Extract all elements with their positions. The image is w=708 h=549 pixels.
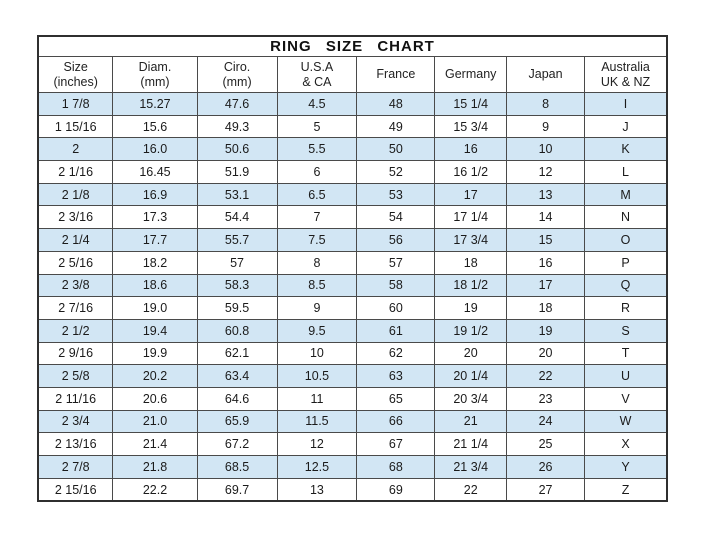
cell-japan: 27 bbox=[507, 478, 585, 501]
cell-australia-uk-nz: Q bbox=[585, 274, 667, 297]
cell-circumference-mm: 62.1 bbox=[197, 342, 277, 365]
cell-france: 67 bbox=[357, 433, 435, 456]
column-header-line: (mm) bbox=[140, 74, 170, 89]
cell-size-inches: 2 5/16 bbox=[38, 251, 113, 274]
ring-size-chart-table bbox=[37, 35, 668, 502]
cell-france: 54 bbox=[357, 206, 435, 229]
cell-diameter-mm: 20.2 bbox=[113, 365, 197, 388]
cell-size-inches: 2 3/8 bbox=[38, 274, 113, 297]
column-header-japan bbox=[507, 57, 585, 93]
cell-france: 63 bbox=[357, 365, 435, 388]
cell-circumference-mm: 64.6 bbox=[197, 387, 277, 410]
cell-germany: 16 bbox=[435, 138, 507, 161]
cell-usa-ca: 7 bbox=[277, 206, 357, 229]
cell-size-inches: 2 bbox=[38, 138, 113, 161]
cell-usa-ca: 13 bbox=[277, 478, 357, 501]
column-header-line: U.S.A bbox=[300, 59, 334, 74]
cell-germany: 20 bbox=[435, 342, 507, 365]
cell-france: 58 bbox=[357, 274, 435, 297]
cell-germany: 18 bbox=[435, 251, 507, 274]
cell-germany: 20 1/4 bbox=[435, 365, 507, 388]
cell-germany: 22 bbox=[435, 478, 507, 501]
cell-australia-uk-nz: L bbox=[585, 161, 667, 184]
cell-germany: 21 1/4 bbox=[435, 433, 507, 456]
cell-australia-uk-nz: J bbox=[585, 115, 667, 138]
cell-size-inches: 2 7/16 bbox=[38, 297, 113, 320]
table-row bbox=[38, 274, 667, 297]
cell-japan: 25 bbox=[507, 433, 585, 456]
title-row bbox=[38, 36, 667, 57]
cell-diameter-mm: 21.0 bbox=[113, 410, 197, 433]
cell-circumference-mm: 69.7 bbox=[197, 478, 277, 501]
table-row bbox=[38, 297, 667, 320]
cell-germany: 15 3/4 bbox=[435, 115, 507, 138]
cell-circumference-mm: 68.5 bbox=[197, 456, 277, 479]
cell-japan: 22 bbox=[507, 365, 585, 388]
column-header-line: Diam. bbox=[138, 59, 172, 74]
column-header-australia-uk-nz bbox=[585, 57, 667, 93]
column-header-line: (inches) bbox=[53, 74, 98, 89]
cell-france: 57 bbox=[357, 251, 435, 274]
cell-size-inches: 1 15/16 bbox=[38, 115, 113, 138]
cell-circumference-mm: 54.4 bbox=[197, 206, 277, 229]
cell-size-inches: 2 3/16 bbox=[38, 206, 113, 229]
cell-australia-uk-nz: X bbox=[585, 433, 667, 456]
cell-japan: 23 bbox=[507, 387, 585, 410]
column-header-diameter-mm bbox=[113, 57, 197, 93]
cell-size-inches: 1 7/8 bbox=[38, 93, 113, 116]
cell-france: 62 bbox=[357, 342, 435, 365]
cell-germany: 15 1/4 bbox=[435, 93, 507, 116]
cell-diameter-mm: 16.9 bbox=[113, 183, 197, 206]
column-header-france bbox=[357, 57, 435, 93]
cell-diameter-mm: 15.27 bbox=[113, 93, 197, 116]
cell-germany: 17 3/4 bbox=[435, 229, 507, 252]
column-header-line: Japan bbox=[528, 67, 563, 82]
table-row bbox=[38, 93, 667, 116]
cell-circumference-mm: 60.8 bbox=[197, 319, 277, 342]
cell-france: 61 bbox=[357, 319, 435, 342]
cell-circumference-mm: 57 bbox=[197, 251, 277, 274]
cell-usa-ca: 8 bbox=[277, 251, 357, 274]
cell-usa-ca: 7.5 bbox=[277, 229, 357, 252]
cell-germany: 16 1/2 bbox=[435, 161, 507, 184]
cell-australia-uk-nz: V bbox=[585, 387, 667, 410]
cell-japan: 12 bbox=[507, 161, 585, 184]
cell-circumference-mm: 53.1 bbox=[197, 183, 277, 206]
cell-circumference-mm: 50.6 bbox=[197, 138, 277, 161]
column-header-line: Ciro. bbox=[223, 59, 251, 74]
table-row bbox=[38, 365, 667, 388]
cell-usa-ca: 12.5 bbox=[277, 456, 357, 479]
cell-japan: 20 bbox=[507, 342, 585, 365]
cell-circumference-mm: 51.9 bbox=[197, 161, 277, 184]
cell-france: 52 bbox=[357, 161, 435, 184]
cell-japan: 8 bbox=[507, 93, 585, 116]
cell-circumference-mm: 59.5 bbox=[197, 297, 277, 320]
cell-germany: 17 1/4 bbox=[435, 206, 507, 229]
table-row bbox=[38, 251, 667, 274]
chart-title: RING SIZE CHART bbox=[38, 36, 667, 57]
cell-diameter-mm: 17.7 bbox=[113, 229, 197, 252]
cell-australia-uk-nz: U bbox=[585, 365, 667, 388]
cell-germany: 18 1/2 bbox=[435, 274, 507, 297]
column-header-line: France bbox=[376, 67, 416, 82]
table-row bbox=[38, 229, 667, 252]
cell-circumference-mm: 63.4 bbox=[197, 365, 277, 388]
cell-usa-ca: 12 bbox=[277, 433, 357, 456]
cell-france: 56 bbox=[357, 229, 435, 252]
cell-size-inches: 2 9/16 bbox=[38, 342, 113, 365]
cell-usa-ca: 5 bbox=[277, 115, 357, 138]
cell-size-inches: 2 1/8 bbox=[38, 183, 113, 206]
cell-japan: 26 bbox=[507, 456, 585, 479]
cell-japan: 24 bbox=[507, 410, 585, 433]
table-row bbox=[38, 456, 667, 479]
cell-usa-ca: 6.5 bbox=[277, 183, 357, 206]
column-header-line: Germany bbox=[445, 67, 497, 82]
table-row bbox=[38, 319, 667, 342]
cell-australia-uk-nz: T bbox=[585, 342, 667, 365]
column-header-line: (mm) bbox=[222, 74, 252, 89]
cell-size-inches: 2 11/16 bbox=[38, 387, 113, 410]
cell-australia-uk-nz: R bbox=[585, 297, 667, 320]
cell-diameter-mm: 19.4 bbox=[113, 319, 197, 342]
column-header-line: Australia bbox=[601, 59, 650, 74]
table-row bbox=[38, 433, 667, 456]
cell-diameter-mm: 15.6 bbox=[113, 115, 197, 138]
cell-australia-uk-nz: I bbox=[585, 93, 667, 116]
table-row bbox=[38, 387, 667, 410]
cell-usa-ca: 11 bbox=[277, 387, 357, 410]
cell-japan: 18 bbox=[507, 297, 585, 320]
cell-usa-ca: 8.5 bbox=[277, 274, 357, 297]
cell-japan: 15 bbox=[507, 229, 585, 252]
cell-france: 69 bbox=[357, 478, 435, 501]
header-row bbox=[38, 57, 667, 93]
cell-size-inches: 2 5/8 bbox=[38, 365, 113, 388]
cell-size-inches: 2 1/16 bbox=[38, 161, 113, 184]
cell-germany: 21 3/4 bbox=[435, 456, 507, 479]
cell-circumference-mm: 58.3 bbox=[197, 274, 277, 297]
cell-diameter-mm: 18.2 bbox=[113, 251, 197, 274]
cell-size-inches: 2 13/16 bbox=[38, 433, 113, 456]
table-row bbox=[38, 410, 667, 433]
cell-usa-ca: 9 bbox=[277, 297, 357, 320]
cell-diameter-mm: 22.2 bbox=[113, 478, 197, 501]
cell-france: 49 bbox=[357, 115, 435, 138]
table-row bbox=[38, 115, 667, 138]
cell-japan: 17 bbox=[507, 274, 585, 297]
cell-size-inches: 2 7/8 bbox=[38, 456, 113, 479]
cell-diameter-mm: 16.45 bbox=[113, 161, 197, 184]
cell-france: 60 bbox=[357, 297, 435, 320]
cell-france: 68 bbox=[357, 456, 435, 479]
cell-japan: 16 bbox=[507, 251, 585, 274]
table-row bbox=[38, 183, 667, 206]
cell-australia-uk-nz: Y bbox=[585, 456, 667, 479]
cell-usa-ca: 6 bbox=[277, 161, 357, 184]
table-row bbox=[38, 342, 667, 365]
cell-france: 65 bbox=[357, 387, 435, 410]
cell-diameter-mm: 21.4 bbox=[113, 433, 197, 456]
table-row bbox=[38, 161, 667, 184]
cell-germany: 21 bbox=[435, 410, 507, 433]
cell-japan: 13 bbox=[507, 183, 585, 206]
cell-usa-ca: 5.5 bbox=[277, 138, 357, 161]
cell-usa-ca: 9.5 bbox=[277, 319, 357, 342]
table-body bbox=[38, 93, 667, 502]
cell-diameter-mm: 19.0 bbox=[113, 297, 197, 320]
cell-australia-uk-nz: N bbox=[585, 206, 667, 229]
cell-usa-ca: 10 bbox=[277, 342, 357, 365]
cell-france: 48 bbox=[357, 93, 435, 116]
cell-australia-uk-nz: P bbox=[585, 251, 667, 274]
cell-france: 53 bbox=[357, 183, 435, 206]
table-row bbox=[38, 138, 667, 161]
cell-diameter-mm: 21.8 bbox=[113, 456, 197, 479]
table-row bbox=[38, 206, 667, 229]
cell-circumference-mm: 55.7 bbox=[197, 229, 277, 252]
cell-diameter-mm: 18.6 bbox=[113, 274, 197, 297]
column-header-line: UK & NZ bbox=[600, 74, 651, 89]
cell-australia-uk-nz: M bbox=[585, 183, 667, 206]
cell-usa-ca: 10.5 bbox=[277, 365, 357, 388]
cell-australia-uk-nz: W bbox=[585, 410, 667, 433]
cell-size-inches: 2 1/4 bbox=[38, 229, 113, 252]
column-header-size-inches bbox=[38, 57, 113, 93]
column-header-germany bbox=[435, 57, 507, 93]
cell-diameter-mm: 17.3 bbox=[113, 206, 197, 229]
cell-size-inches: 2 15/16 bbox=[38, 478, 113, 501]
cell-size-inches: 2 1/2 bbox=[38, 319, 113, 342]
cell-diameter-mm: 19.9 bbox=[113, 342, 197, 365]
cell-diameter-mm: 16.0 bbox=[113, 138, 197, 161]
cell-usa-ca: 4.5 bbox=[277, 93, 357, 116]
cell-usa-ca: 11.5 bbox=[277, 410, 357, 433]
cell-size-inches: 2 3/4 bbox=[38, 410, 113, 433]
cell-circumference-mm: 47.6 bbox=[197, 93, 277, 116]
cell-japan: 14 bbox=[507, 206, 585, 229]
column-header-line: Size bbox=[63, 59, 88, 74]
cell-japan: 10 bbox=[507, 138, 585, 161]
table-row bbox=[38, 478, 667, 501]
cell-germany: 19 1/2 bbox=[435, 319, 507, 342]
cell-diameter-mm: 20.6 bbox=[113, 387, 197, 410]
cell-germany: 19 bbox=[435, 297, 507, 320]
cell-australia-uk-nz: O bbox=[585, 229, 667, 252]
cell-japan: 19 bbox=[507, 319, 585, 342]
column-header-usa-ca bbox=[277, 57, 357, 93]
cell-japan: 9 bbox=[507, 115, 585, 138]
column-header-line: & CA bbox=[302, 74, 332, 89]
cell-circumference-mm: 67.2 bbox=[197, 433, 277, 456]
cell-australia-uk-nz: S bbox=[585, 319, 667, 342]
cell-australia-uk-nz: Z bbox=[585, 478, 667, 501]
cell-germany: 17 bbox=[435, 183, 507, 206]
cell-circumference-mm: 65.9 bbox=[197, 410, 277, 433]
cell-circumference-mm: 49.3 bbox=[197, 115, 277, 138]
cell-france: 50 bbox=[357, 138, 435, 161]
column-header-circumference-mm bbox=[197, 57, 277, 93]
cell-germany: 20 3/4 bbox=[435, 387, 507, 410]
cell-australia-uk-nz: K bbox=[585, 138, 667, 161]
cell-france: 66 bbox=[357, 410, 435, 433]
